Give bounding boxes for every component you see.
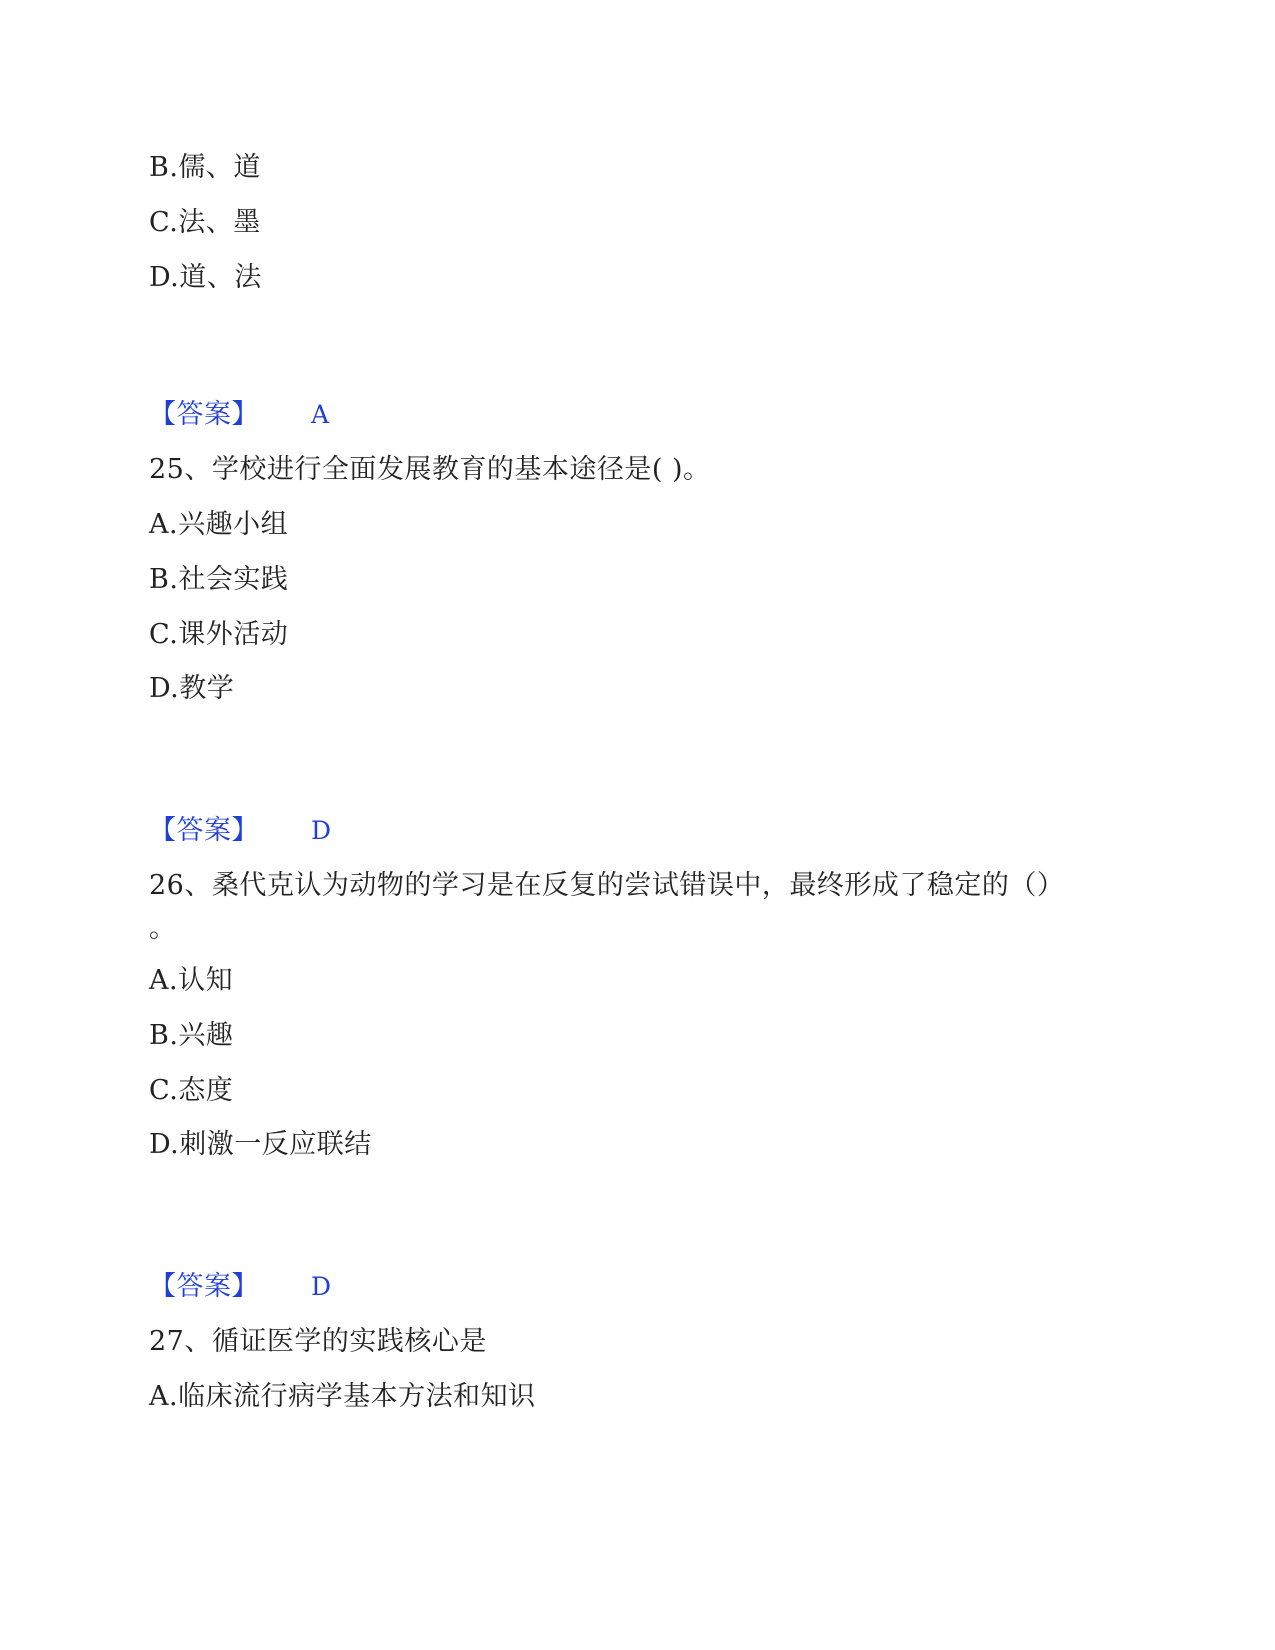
q24-answer bbox=[149, 398, 330, 432]
q25-option-b: B.社会实践 bbox=[149, 564, 289, 595]
q25-option-d: D.教学 bbox=[149, 673, 235, 704]
q26-option-a: A.认知 bbox=[149, 965, 234, 996]
answer-label: 【答案】 bbox=[149, 399, 259, 430]
q26-option-d: D.刺激一反应联结 bbox=[149, 1129, 372, 1160]
answer-value: A bbox=[311, 400, 330, 429]
q24-option-c: C.法、墨 bbox=[149, 207, 261, 238]
answer-label: 【答案】 bbox=[149, 815, 259, 846]
q26-option-c: C.态度 bbox=[149, 1075, 234, 1106]
q26-option-b: B.兴趣 bbox=[149, 1020, 234, 1051]
answer-value: D bbox=[311, 816, 332, 845]
q27-option-a: A.临床流行病学基本方法和知识 bbox=[149, 1381, 536, 1412]
q24-option-b: B.儒、道 bbox=[149, 152, 261, 183]
q25-option-c: C.课外活动 bbox=[149, 619, 289, 650]
q26-question-line2: 。 bbox=[149, 913, 177, 944]
q27-question: 27、循证医学的实践核心是 bbox=[149, 1326, 487, 1357]
q26-question-line1: 26、桑代克认为动物的学习是在反复的尝试错误中，最终形成了稳定的（） bbox=[149, 870, 1065, 901]
q26-answer bbox=[149, 1270, 332, 1304]
q24-option-d: D.道、法 bbox=[149, 262, 262, 293]
q25-option-a: A.兴趣小组 bbox=[149, 509, 289, 540]
answer-label: 【答案】 bbox=[149, 1271, 259, 1302]
q25-question: 25、学校进行全面发展教育的基本途径是( )。 bbox=[149, 454, 711, 485]
q25-answer bbox=[149, 814, 332, 848]
answer-value: D bbox=[311, 1272, 332, 1301]
